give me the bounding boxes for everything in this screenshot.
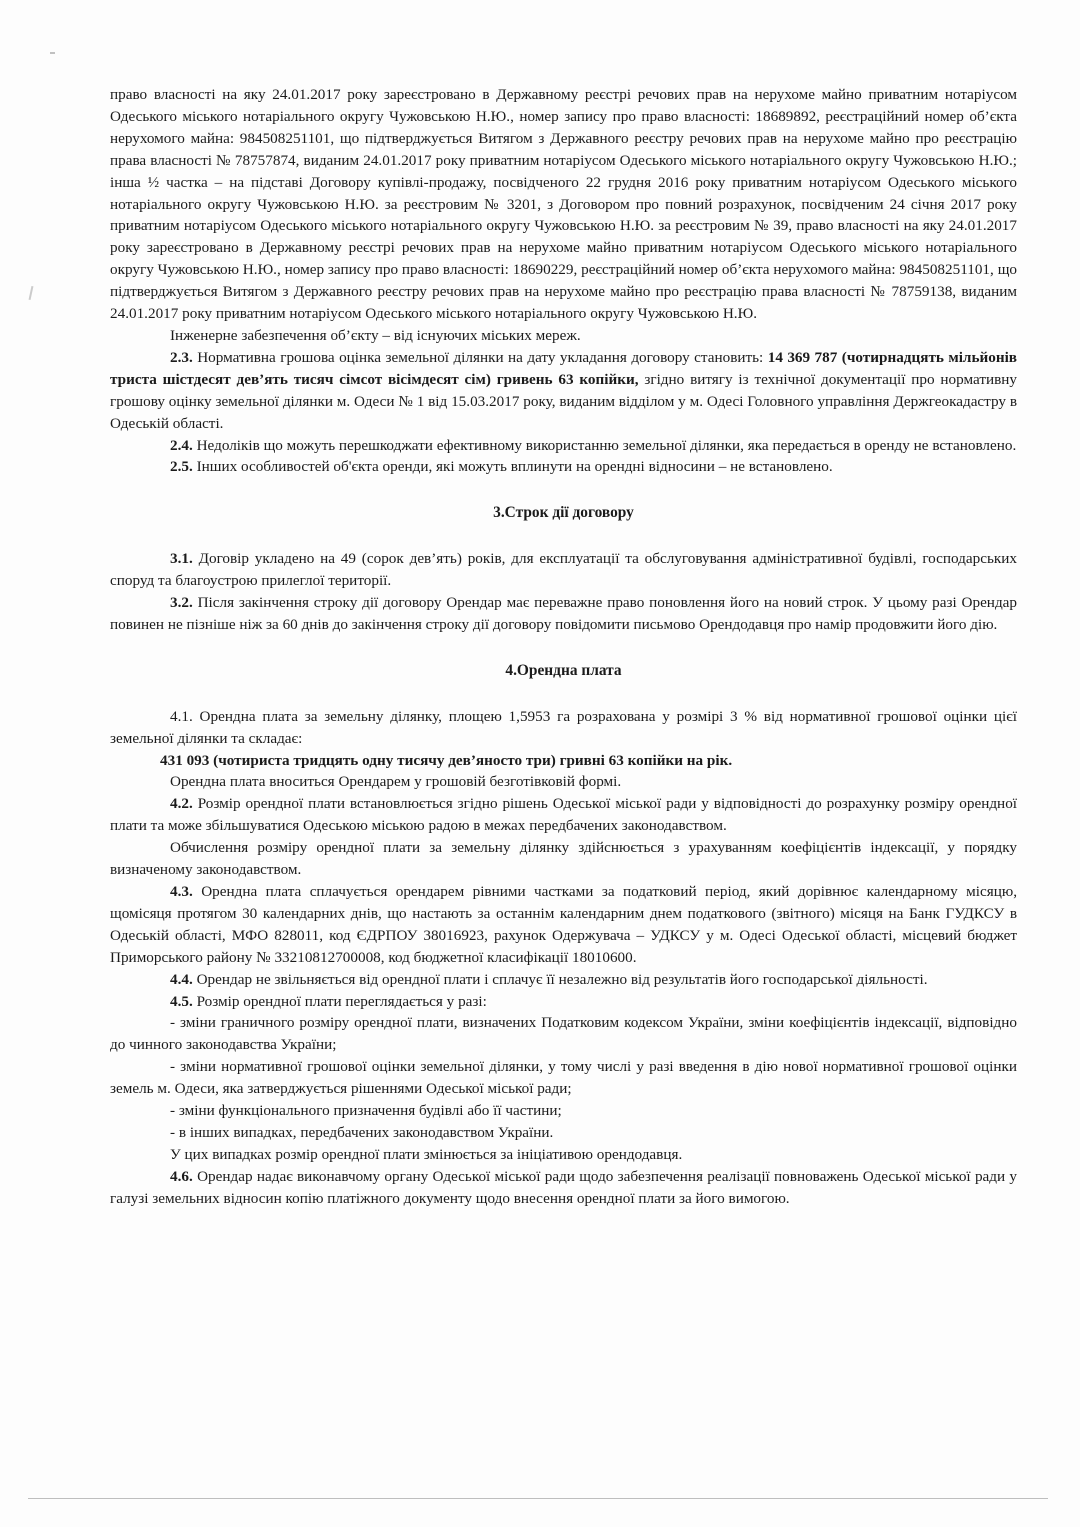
scan-mark bbox=[29, 286, 34, 300]
clause-3-1 bbox=[110, 548, 1017, 592]
clause-number: 2.5. bbox=[170, 458, 193, 476]
clause-text: Орендна плата за земельну ділянку, площею 1,5953 га розрахована у розмірі 3 % від нормативної грошової оцінки цієї земельної ділянки та складає: bbox=[110, 707, 1017, 747]
clause-text: згідно витягу із технічної документації про нормативну грошову оцінку земельної ділянки м. Одеси № 1 від 15.03.2017 року, виданим відділом у м. Одесі Головного управління Держгеокадастру в Одеській області. bbox=[110, 370, 1017, 432]
clause-text: Розмір орендної плати встановлюється згідно рішень Одеської міської ради у відповідності до розрахунку розміру орендної плати та може збільшуватися Одеською міською радою в межах передбачених законодавством. bbox=[110, 795, 1018, 835]
page-bottom-line bbox=[28, 1498, 1048, 1499]
list-item: - в інших випадках, передбачених законодавством України. bbox=[170, 1123, 554, 1141]
document-body bbox=[110, 84, 1017, 1210]
clause-text: Орендар надає виконавчому органу Одеської міської ради щодо забезпечення реалізації повноважень Одеської міської ради у галузі земельних відносин копію платіжного документу щодо внесення орендної плати за його вимогою. bbox=[110, 1167, 1018, 1207]
clause-2-5 bbox=[110, 456, 1017, 478]
engineering-paragraph: Інженерне забезпечення об’єкту – від існуючих міських мереж. bbox=[170, 326, 581, 344]
clause-4-6 bbox=[110, 1166, 1017, 1210]
clause-text: Недоліків що можуть перешкоджати ефективному використанню земельної ділянки, яка передається в оренду не встановлено. bbox=[196, 436, 1017, 454]
clause-number: 4.2. bbox=[170, 795, 193, 813]
clause-text: Орендна плата сплачується орендарем рівними частками за податковий період, який дорівнює календарному місяцю, щомісяця протягом 30 календарних днів, що настають за останнім календарним днем податкового (звітного) місяця на Банк ГУДКСУ в Одеській області, МФО 828011, код ЄДРПОУ 38016923, рахунок Одержувача – УДКСУ у м. Одесі Одеської області, місцевий бюджет Приморського району № 33210812700008, код бюджетної класифікації 18010600. bbox=[110, 883, 1017, 966]
rent-amount: 431 093 (чотириста тридцять одну тисячу дев’яносто три) гривні 63 копійки на рік. bbox=[160, 751, 733, 769]
section-heading-3: 3.Строк дії договору bbox=[493, 504, 634, 522]
list-item: - зміни граничного розміру орендної плати, визначених Податковим кодексом України, зміни коефіцієнтів індексації, відповідно до чинного законодавства України; bbox=[110, 1014, 1017, 1054]
clause-number: 4.1. bbox=[170, 707, 193, 725]
clause-4-5 bbox=[110, 991, 1017, 1013]
clause-4-4 bbox=[110, 969, 1017, 991]
section-heading-4: 4.Орендна плата bbox=[505, 661, 622, 679]
clause-text: Розмір орендної плати переглядається у разі: bbox=[196, 992, 487, 1010]
clause-note: Обчислення розміру орендної плати за земельну ділянку здійснюється з урахуванням коефіцієнтів індексації, у порядку визначеному законодавством. bbox=[110, 839, 1017, 879]
clause-2-3 bbox=[110, 347, 1017, 435]
clause-number: 2.3. bbox=[170, 348, 193, 366]
clause-note: У цих випадках розмір орендної плати змінюється за ініціативою орендодавця. bbox=[170, 1145, 683, 1163]
clause-number: 3.2. bbox=[170, 594, 193, 612]
clause-2-4 bbox=[110, 435, 1017, 457]
clause-text: Договір укладено на 49 (сорок дев’ять) років, для експлуатації та обслуговування адміністративної будівлі, господарських споруд та благоустрою прилеглої території. bbox=[110, 550, 1018, 590]
list-item: - зміни нормативної грошової оцінки земельної ділянки, у тому числі у разі введення в дію нової нормативної грошової оцінки земель м. Одеси, яка затверджується рішеннями Одеської міської ради; bbox=[110, 1058, 1017, 1098]
clause-number: 4.4. bbox=[170, 970, 193, 988]
clause-4-3 bbox=[110, 881, 1017, 969]
clause-4-1 bbox=[110, 706, 1017, 750]
clause-number: 4.5. bbox=[170, 992, 193, 1010]
clause-text: Після закінчення строку дії договору Орендар має переважне право поновлення його на новий строк. У цьому разі Орендар повинен не пізніше ніж за 60 днів до закінчення строку дії договору повідомити письмово Орендодавця про намір продовжити його дію. bbox=[110, 594, 1018, 633]
clause-number: 3.1. bbox=[170, 550, 193, 568]
scan-mark bbox=[50, 52, 55, 54]
clause-number: 4.3. bbox=[170, 883, 193, 900]
clause-number: 4.6. bbox=[170, 1167, 193, 1185]
valuation-amount: 14 369 787 (чотирнадцять мільйонів триста шістдесят дев’ять тисяч сімсот вісімдесят сім) гривень 63 копійки, bbox=[110, 348, 1018, 388]
list-item: - зміни функціонального призначення будівлі або її частини; bbox=[170, 1102, 562, 1120]
clause-4-2 bbox=[110, 793, 1017, 837]
ownership-paragraph: право власності на яку 24.01.2017 року зареєстровано в Державному реєстрі речових прав на нерухоме майно приватним нотаріусом Одеського міського нотаріального округу Чужовською Н.Ю., номер запису про право власності: 18689892, реєстраційний номер об’єкта нерухомого майна: 984508251101, що підтверджується Витягом з Державного реєстру речових прав на нерухоме майно про реєстрацію права власності № 78757874, виданим 24.01.2017 року приватним нотаріусом Одеського міського нотаріального округу Чужовською Н.Ю.; інша ½ частка – на підставі Договору купівлі-продажу, посвідченого 22 грудня 2016 року приватним нотаріусом Одеського міського нотаріального округу Чужовською Н.Ю. за реєстровим № 3201, з Договором про повний розрахунок, посвідченим 24 січня 2017 року приватним нотаріусом Одеського міського нотаріального округу Чужовською Н.Ю. за реєстровим № 39, право власності на яку 24.01.2017 року зареєстровано в Державному реєстрі речових прав на нерухоме майно приватним нотаріусом Одеського міського нотаріального округу Чужовською Н.Ю., номер запису про право власності: 18690229, реєстраційний номер об’єкта нерухомого майна: 984508251101, що підтверджується Витягом з Державного реєстру речових прав на нерухоме майно про реєстрацію права власності № 78759138, виданим 24.01.2017 року приватним нотаріусом Одеського міського нотаріального округу Чужовською Н.Ю. bbox=[110, 86, 1017, 323]
clause-number: 2.4. bbox=[170, 436, 193, 454]
clause-note: Орендна плата вноситься Орендарем у грошовій безготівковій формі. bbox=[170, 773, 622, 791]
clause-text: Інших особливостей об'єкта оренди, які можуть вплинути на орендні відносини – не встановлено. bbox=[196, 458, 833, 476]
clause-3-2 bbox=[110, 592, 1017, 636]
clause-text: Нормативна грошова оцінка земельної ділянки на дату укладання договору становить: bbox=[197, 348, 764, 366]
clause-text: Орендар не звільняється від орендної плати і сплачує її незалежно від результатів його господарської діяльності. bbox=[196, 970, 928, 988]
